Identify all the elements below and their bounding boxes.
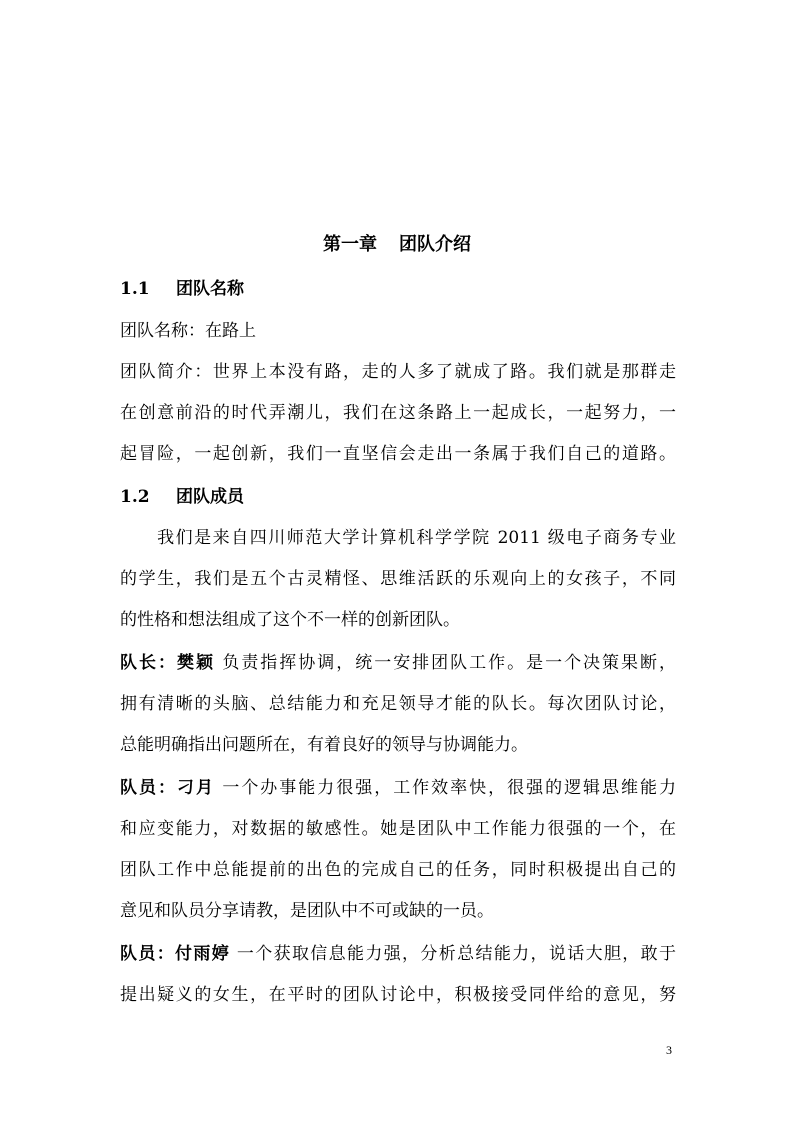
section-title: 团队名称 bbox=[176, 279, 244, 299]
member-line bbox=[120, 939, 676, 964]
chapter-title bbox=[0, 230, 794, 256]
section-number: 1.1 bbox=[120, 279, 150, 299]
paragraph-line: 的性格和想法组成了这个不一样的创新团队。 bbox=[120, 610, 460, 630]
page-number: 3 bbox=[666, 1043, 672, 1057]
member-role-label: 队员：付雨婷 bbox=[120, 944, 231, 964]
paragraph-line: 在创意前沿的时代弄潮儿，我们在这条路上一起成长，一起努力，一 bbox=[120, 403, 676, 423]
paragraph-line: 团队工作中总能提前的出色的完成自己的任务，同时积极提出自己的 bbox=[120, 860, 676, 880]
member-description: 一个获取信息能力强，分析总结能力，说话大胆，敢于 bbox=[230, 944, 676, 964]
member-line bbox=[120, 648, 676, 673]
paragraph-line: 起冒险，一起创新，我们一直坚信会走出一条属于我们自己的道路。 bbox=[120, 444, 676, 464]
member-description: 负责指挥协调，统一安排团队工作。是一个决策果断， bbox=[214, 653, 676, 673]
paragraph-line: 团队名称：在路上 bbox=[120, 321, 256, 341]
paragraph-line: 的学生，我们是五个古灵精怪、思维活跃的乐观向上的女孩子，不同 bbox=[120, 569, 676, 589]
paragraph-line: 团队简介：世界上本没有路，走的人多了就成了路。我们就是那群走 bbox=[120, 362, 676, 382]
paragraph-line: 提出疑义的女生，在平时的团队讨论中，积极接受同伴给的意见，努 bbox=[120, 985, 676, 1005]
member-description: 一个办事能力很强，工作效率快，很强的逻辑思维能力 bbox=[214, 778, 676, 798]
section-heading-1-1 bbox=[120, 274, 244, 299]
paragraph-line: 拥有清晰的头脑、总结能力和充足领导才能的队长。每次团队讨论， bbox=[120, 694, 676, 714]
member-role-label: 队员：刁月 bbox=[120, 778, 215, 798]
chapter-name: 团队介绍 bbox=[399, 234, 471, 255]
paragraph-line: 和应变能力，对数据的敏感性。她是团队中工作能力很强的一个，在 bbox=[120, 819, 676, 839]
paragraph-line: 意见和队员分享请教，是团队中不可或缺的一员。 bbox=[120, 901, 494, 921]
member-line bbox=[120, 773, 676, 798]
section-number: 1.2 bbox=[120, 487, 150, 507]
section-title: 团队成员 bbox=[176, 487, 244, 507]
member-role-label: 队长：樊颖 bbox=[120, 653, 215, 673]
section-heading-1-2 bbox=[120, 482, 244, 507]
paragraph-line: 我们是来自四川师范大学计算机科学学院 2011 级电子商务专业 bbox=[120, 528, 676, 548]
chapter-number: 第一章 bbox=[323, 234, 377, 255]
paragraph-line: 总能明确指出问题所在，有着良好的领导与协调能力。 bbox=[120, 735, 528, 755]
